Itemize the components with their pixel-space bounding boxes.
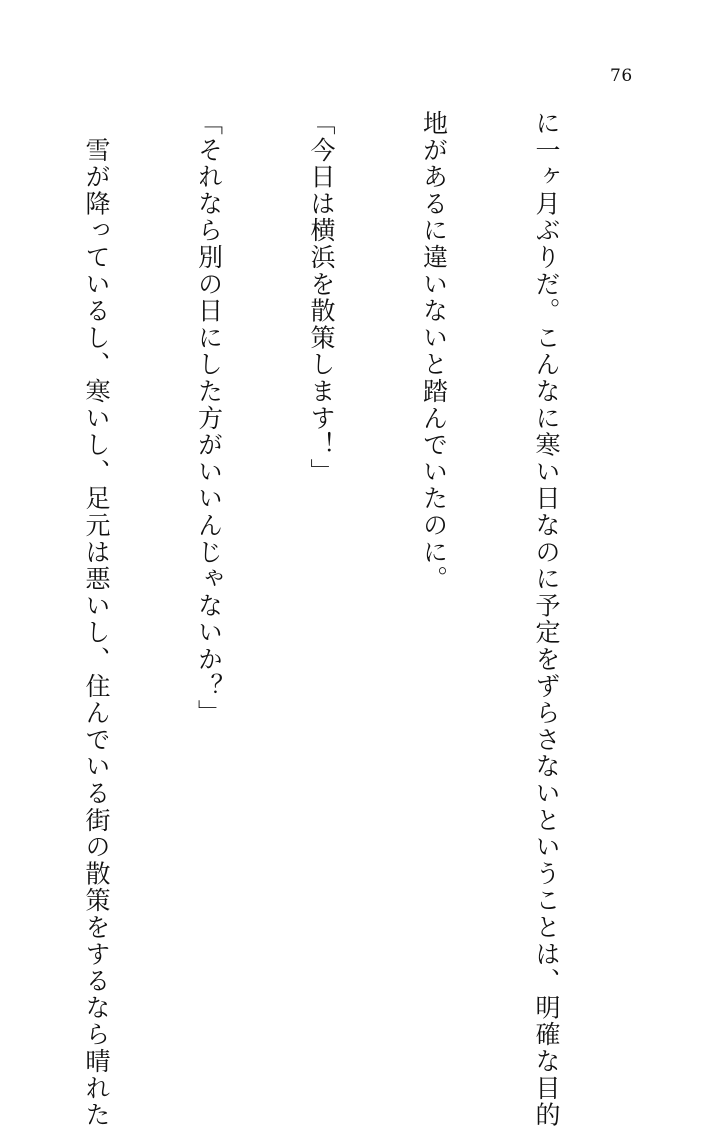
page-number: 76 [610, 66, 633, 86]
text-line: 雪が降っているし、寒いし、足元は悪いし、住んでいる街の散策をするなら晴れた [82, 110, 111, 1128]
body-text [0, 110, 640, 1128]
text-line: 「それなら別の日にした方がいいんじゃないか？」 [194, 110, 224, 727]
text-line: 地があるに違いないと踏んでいたのに。 [419, 110, 449, 593]
text-line: に一ヶ月ぶりだ。こんなに寒い日なのに予定をずらさないということは、明確な目的 [532, 110, 561, 1128]
text-line [0, 110, 3, 970]
text-line: 「今日は横浜を散策します！」 [307, 110, 336, 486]
